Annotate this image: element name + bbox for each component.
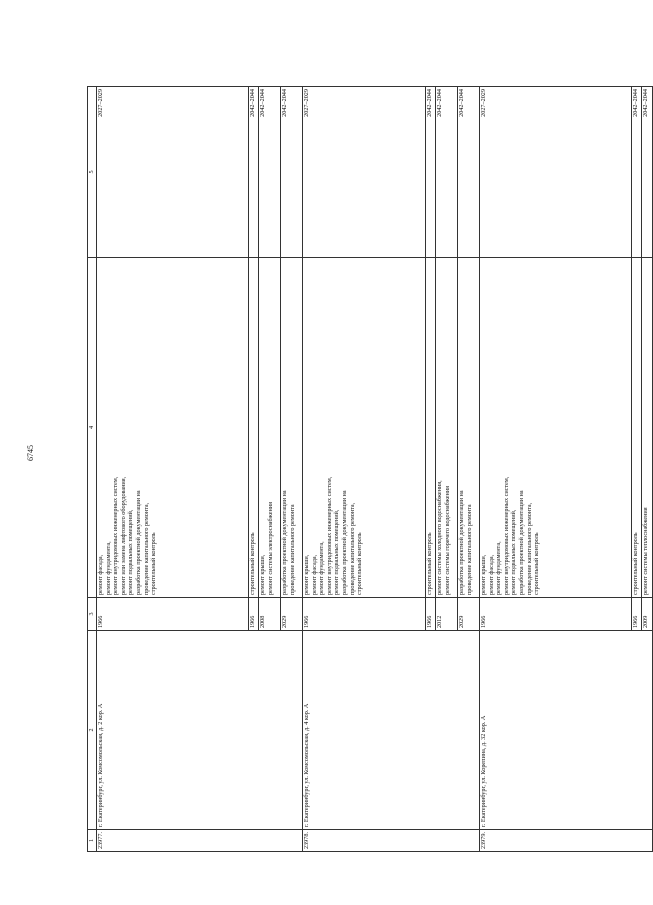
- entry-year: 1966: [480, 598, 632, 631]
- entry-works: [480, 258, 632, 598]
- table-header-row: [88, 87, 97, 852]
- work-item: ремонт фундамента,: [495, 541, 503, 595]
- work-item: проведение капитального ремонта: [465, 504, 473, 595]
- entry-works: [303, 258, 426, 598]
- subrow-period: 2042–2044: [259, 87, 281, 258]
- work-item: ремонт фундамента,: [104, 541, 112, 595]
- subrow-year: 2009: [642, 598, 653, 631]
- work-item: ремонт внутридомовых инженерных систем,: [502, 476, 510, 595]
- subrow-works: [632, 258, 642, 598]
- subrow-works: [458, 258, 480, 598]
- work-item: ремонт крыши,: [480, 554, 487, 595]
- entry-number: 23978.: [303, 830, 480, 852]
- subrow-period: 2042–2044: [426, 87, 436, 258]
- subrow-works: [259, 258, 281, 598]
- entry-works: [97, 258, 249, 598]
- subrow-period: 2042–2044: [642, 87, 653, 258]
- entry-year: 1966: [303, 598, 426, 631]
- column-number-1: 1: [88, 830, 97, 852]
- work-item: ремонт подвальных помещений,: [510, 509, 518, 595]
- work-item: строительный контроль: [533, 532, 541, 595]
- subrow-works: [281, 258, 303, 598]
- work-item: строительный контроль: [426, 532, 433, 595]
- column-number-3: 3: [88, 598, 97, 631]
- work-item: ремонт фасада,: [487, 554, 495, 595]
- work-item: ремонт системы горячего водоснабжения: [443, 486, 451, 595]
- column-number-2: 2: [88, 631, 97, 830]
- table-row: [303, 87, 426, 852]
- work-item: ремонт системы электроснабжения: [266, 502, 274, 595]
- subrow-year: 2029: [458, 598, 480, 631]
- work-item: разработка проектной документации на: [458, 490, 465, 595]
- subrow-period: 2042–2044: [436, 87, 458, 258]
- subrow-year: 1966: [426, 598, 436, 631]
- entry-address: г. Екатеринбург, ул. Комсомольская, д. 2 кор. А: [97, 631, 303, 830]
- work-item: ремонт подвальных помещений,: [127, 509, 135, 595]
- work-item: проведение капитального ремонта,: [525, 502, 533, 595]
- entry-address: г. Екатеринбург, ул. Корепина, д. 32 кор. А: [480, 631, 653, 830]
- subrow-period: 2042–2044: [249, 87, 259, 258]
- entry-number: 23979.: [480, 830, 653, 852]
- repair-schedule-table: [87, 86, 653, 852]
- subrow-year: 2008: [259, 598, 281, 631]
- subrow-period: 2042–2044: [458, 87, 480, 258]
- entry-period: 2027–2029: [97, 87, 249, 258]
- entry-period: 2027–2029: [480, 87, 632, 258]
- subrow-period: 2042–2044: [281, 87, 303, 258]
- column-number-4: 4: [88, 258, 97, 598]
- work-item: ремонт фасада,: [97, 554, 104, 595]
- work-item: проведение капитального ремонта,: [142, 502, 150, 595]
- table-row: [97, 87, 249, 852]
- table-frame: [87, 87, 649, 852]
- work-item: строительный контроль: [249, 532, 256, 595]
- subrow-period: 2042–2044: [632, 87, 642, 258]
- entry-number: 23977.: [97, 830, 303, 852]
- subrow-works: [642, 258, 653, 598]
- rotated-table-container: [87, 87, 649, 852]
- column-number-5: 5: [88, 87, 97, 258]
- work-item: ремонт или замена лифтового оборудования,: [119, 476, 127, 595]
- page-number: 6745: [25, 445, 35, 461]
- work-item: строительный контроль: [150, 532, 158, 595]
- work-item: ремонт внутридомовых инженерных систем,: [112, 476, 120, 595]
- subrow-year: 2012: [436, 598, 458, 631]
- work-item: ремонт крыши,: [303, 554, 310, 595]
- work-item: разработка проектной документации на: [281, 490, 288, 595]
- work-item: разработка проектной документации на: [517, 490, 525, 595]
- work-item: ремонт фасада,: [310, 554, 318, 595]
- work-item: ремонт подвальных помещений,: [333, 509, 341, 595]
- table-body: [88, 87, 653, 852]
- work-item: ремонт системы холодного водоснабжения,: [436, 480, 443, 595]
- work-item: проведение капитального ремонта,: [348, 502, 356, 595]
- work-item: ремонт системы теплоснабжения: [642, 507, 649, 595]
- work-item: строительный контроль: [632, 532, 639, 595]
- work-item: разработка проектной документации на: [134, 490, 142, 595]
- table-row: [480, 87, 632, 852]
- work-item: разработка проектной документации на: [340, 490, 348, 595]
- entry-period: 2027–2029: [303, 87, 426, 258]
- entry-address: г. Екатеринбург, ул. Комсомольская, д. 4 кор. А: [303, 631, 480, 830]
- work-item: ремонт внутридомовых инженерных систем,: [325, 476, 333, 595]
- work-item: ремонт фундамента,: [318, 541, 326, 595]
- subrow-works: [426, 258, 436, 598]
- subrow-works: [436, 258, 458, 598]
- entry-year: 1966: [97, 598, 249, 631]
- work-item: проведение капитального ремонта: [288, 504, 296, 595]
- work-item: строительный контроль: [356, 532, 364, 595]
- subrow-works: [249, 258, 259, 598]
- subrow-year: 1966: [632, 598, 642, 631]
- work-item: ремонт крыши,: [259, 554, 266, 595]
- subrow-year: 1966: [249, 598, 259, 631]
- subrow-year: 2029: [281, 598, 303, 631]
